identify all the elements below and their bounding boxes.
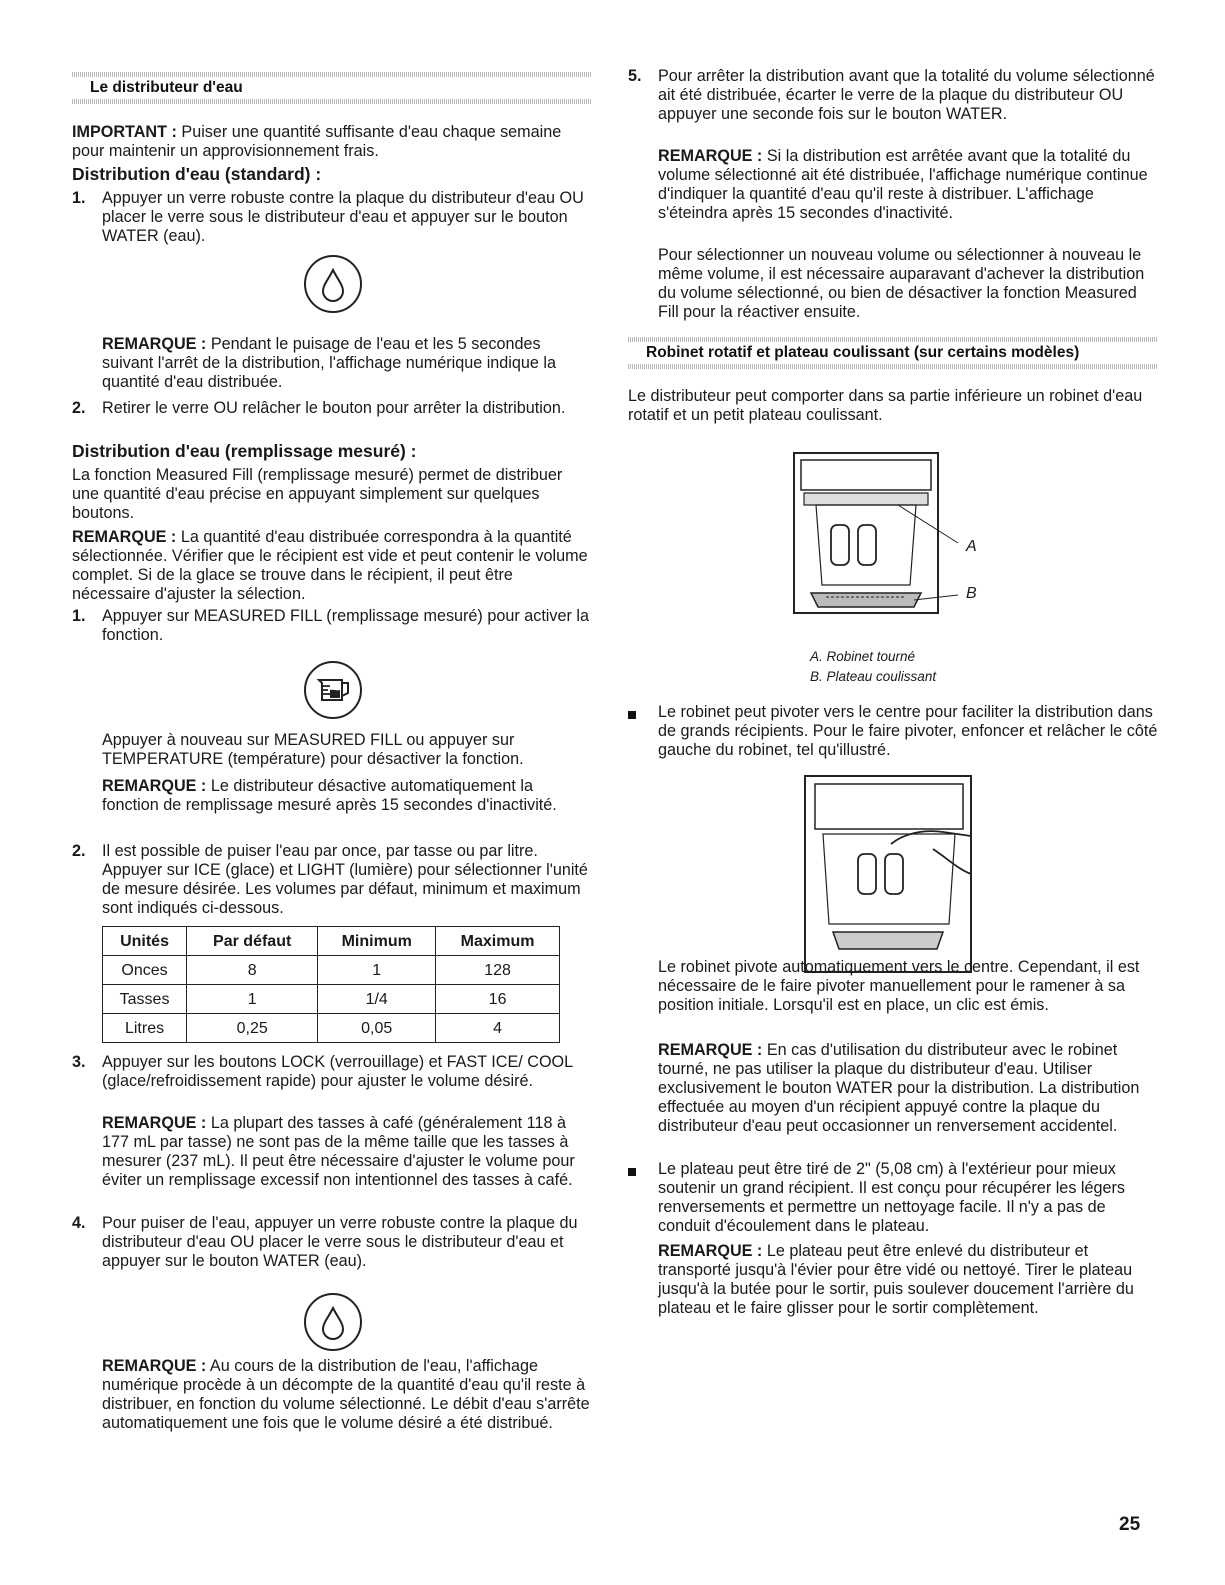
step-1-measured: 1. Appuyer sur MEASURED FILL (remplissage mesuré) pour activer la fonction.	[72, 607, 589, 644]
note-measured-timeout: REMARQUE : Le distributeur désactive automatiquement la fonction de remplissage mesuré après 15 secondes d'inactivité.	[102, 777, 557, 814]
label-b: B	[966, 585, 977, 602]
page-number: 25	[1119, 1514, 1141, 1535]
faucet-pivot-illustration	[803, 774, 978, 974]
bullet-tray: Le plateau peut être tiré de 2" (5,08 cm) à l'extérieur pour mieux soutenir un grand récipient. Il est conçu pour récupérer les légers renversements et permettre un nettoyage facile. Il n'y a pas de conduit d'écoulement dans le plateau.	[658, 1160, 1125, 1235]
bullet-faucet-pivot: Le robinet peut pivoter vers le centre pour faciliter la distribution dans de grands récipients. Pour le faire pivoter, enfoncer et relâcher le côté gauche du robinet, tel qu'illustré.	[658, 703, 1158, 759]
note-coffee-cups: REMARQUE : La plupart des tasses à café (généralement 118 à 177 mL par tasse) ne sont pas de la même taille que les tasses à mesurer (237 mL). Il peut être nécessaire d'ajuster le volume pour éviter un remplissage excessif non intentionnel des tasses à café.	[102, 1114, 575, 1189]
table-cell: Litres	[103, 1014, 187, 1043]
measuring-cup-icon	[304, 661, 362, 719]
table-cell: 8	[187, 956, 318, 985]
section-header-water-dispenser	[72, 72, 592, 112]
table-cell: Onces	[103, 956, 187, 985]
table-header-cell: Unités	[103, 927, 187, 956]
faucet-auto-pivot: Le robinet pivote automatiquement vers le centre. Cependant, il est nécessaire de le faire pivoter manuellement pour le ramener à sa position initiale. Lorsqu'il est en place, un clic est émis.	[658, 958, 1140, 1014]
table-header-row	[103, 927, 560, 956]
table-cell: 128	[436, 956, 560, 985]
heading-standard: Distribution d'eau (standard) :	[72, 164, 322, 184]
measured-note: REMARQUE : La quantité d'eau distribuée correspondra à la quantité sélectionnée. Vérifier que le récipient est vide et peut contenir le volume complet. Si de la glace se trouve dans le récipient, il peut être nécessaire d'ajuster la sélection.	[72, 528, 588, 603]
caption-b: B. Plateau coulissant	[810, 669, 937, 684]
table-cell: 1	[318, 956, 436, 985]
caption-a: A. Robinet tourné	[810, 649, 916, 664]
table-row	[103, 1014, 560, 1043]
section-header-rotating-faucet	[628, 337, 1158, 377]
table-cell: 1/4	[318, 985, 436, 1014]
note-rotated-faucet: REMARQUE : En cas d'utilisation du distributeur avec le robinet tourné, ne pas utiliser la plaque du distributeur d'eau. Utiliser exclusivement le bouton WATER pour la distribution. La distribution effectuée au moyen d'un récipient appuyé contre la plaque du distributeur d'eau peut occasionner un renversement accidentel.	[658, 1041, 1140, 1135]
dispenser-illustration	[786, 445, 986, 645]
table-cell: Tasses	[103, 985, 187, 1014]
note-standard: REMARQUE : Pendant le puisage de l'eau et les 5 secondes suivant l'arrêt de la distribution, l'affichage numérique indique la quantité d'eau distribuée.	[102, 335, 557, 391]
water-drop-icon	[304, 255, 362, 313]
measured-deactivate: Appuyer à nouveau sur MEASURED FILL ou appuyer sur TEMPERATURE (température) pour désactiver la fonction.	[102, 731, 524, 768]
section-title: Robinet rotatif et plateau coulissant (sur certains modèles)	[646, 344, 1080, 361]
table-cell: 0,05	[318, 1014, 436, 1043]
volume-table	[102, 926, 560, 1043]
step-2-standard: 2. Retirer le verre OU relâcher le bouton pour arrêter la distribution.	[72, 399, 566, 417]
table-cell: 4	[436, 1014, 560, 1043]
table-row	[103, 985, 560, 1014]
step-2-measured: 2. Il est possible de puiser l'eau par once, par tasse ou par litre. Appuyer sur ICE (glace) et LIGHT (lumière) pour sélectionner l'unité de mesure désirée. Les volumes par défaut, minimum et maximum sont indiqués ci-dessous.	[72, 842, 588, 917]
note-stop-early: REMARQUE : Si la distribution est arrêtée avant que la totalité du volume sélectionné ait été distribuée, l'affichage numérique continue d'indiquer la quantité d'eau qu'il reste à distribuer. L'affichage s'éteindra après 15 secondes d'inactivité.	[658, 147, 1148, 222]
step-1-standard: 1. Appuyer un verre robuste contre la plaque du distributeur d'eau OU placer le verre sous le distributeur d'eau et appuyer sur le bouton WATER (eau).	[72, 189, 584, 245]
table-cell: 1	[187, 985, 318, 1014]
measured-intro: La fonction Measured Fill (remplissage mesuré) permet de distribuer une quantité d'eau précise en appuyant simplement sur quelques boutons.	[72, 466, 563, 522]
heading-measured: Distribution d'eau (remplissage mesuré) :	[72, 441, 417, 461]
section-title: Le distributeur d'eau	[90, 79, 243, 96]
note-countdown: REMARQUE : Au cours de la distribution de l'eau, l'affichage numérique procède à un décompte de la quantité d'eau qu'il reste à distribuer, en fonction du volume sélectionné. Le débit d'eau s'arrête automatiquement une fois que le volume désiré a été distribué.	[102, 1357, 590, 1432]
step-5: 5. Pour arrêter la distribution avant que la totalité du volume sélectionné ait été distribuée, écarter le verre de la plaque du distributeur OU appuyer une seconde fois sur le bouton WATER.	[628, 67, 1155, 123]
select-new-volume: Pour sélectionner un nouveau volume ou sélectionner à nouveau le même volume, il est nécessaire auparavant d'achever la distribution du volume sélectionné, ou bien de désactiver la fonction Measured Fill pour la réactiver ensuite.	[658, 246, 1145, 321]
note-tray-removal: REMARQUE : Le plateau peut être enlevé du distributeur et transporté jusqu'à l'évier pour être vidé ou nettoyé. Tirer le plateau jusqu'à la butée pour le sortir, puis soulever doucement l'arrière du plateau et le faire glisser pour le sortir complètement.	[658, 1242, 1134, 1317]
water-drop-icon	[304, 1293, 362, 1351]
table-cell: 0,25	[187, 1014, 318, 1043]
step-3-measured: 3. Appuyer sur les boutons LOCK (verrouillage) et FAST ICE/ COOL (glace/refroidissement rapide) pour ajuster le volume désiré.	[72, 1053, 573, 1090]
label-a: A	[966, 538, 977, 555]
step-4-measured: 4. Pour puiser de l'eau, appuyer un verre robuste contre la plaque du distributeur d'eau OU placer le verre sous le distributeur d'eau et appuyer sur le bouton WATER (eau).	[72, 1214, 578, 1270]
table-header-cell: Minimum	[318, 927, 436, 956]
table-row	[103, 956, 560, 985]
important-paragraph: IMPORTANT : Puiser une quantité suffisante d'eau chaque semaine pour maintenir un approvisionnement frais.	[72, 123, 562, 160]
table-cell: 16	[436, 985, 560, 1014]
table-header-cell: Par défaut	[187, 927, 318, 956]
table-header-cell: Maximum	[436, 927, 560, 956]
faucet-intro: Le distributeur peut comporter dans sa partie inférieure un robinet d'eau rotatif et un petit plateau coulissant.	[628, 387, 1143, 424]
